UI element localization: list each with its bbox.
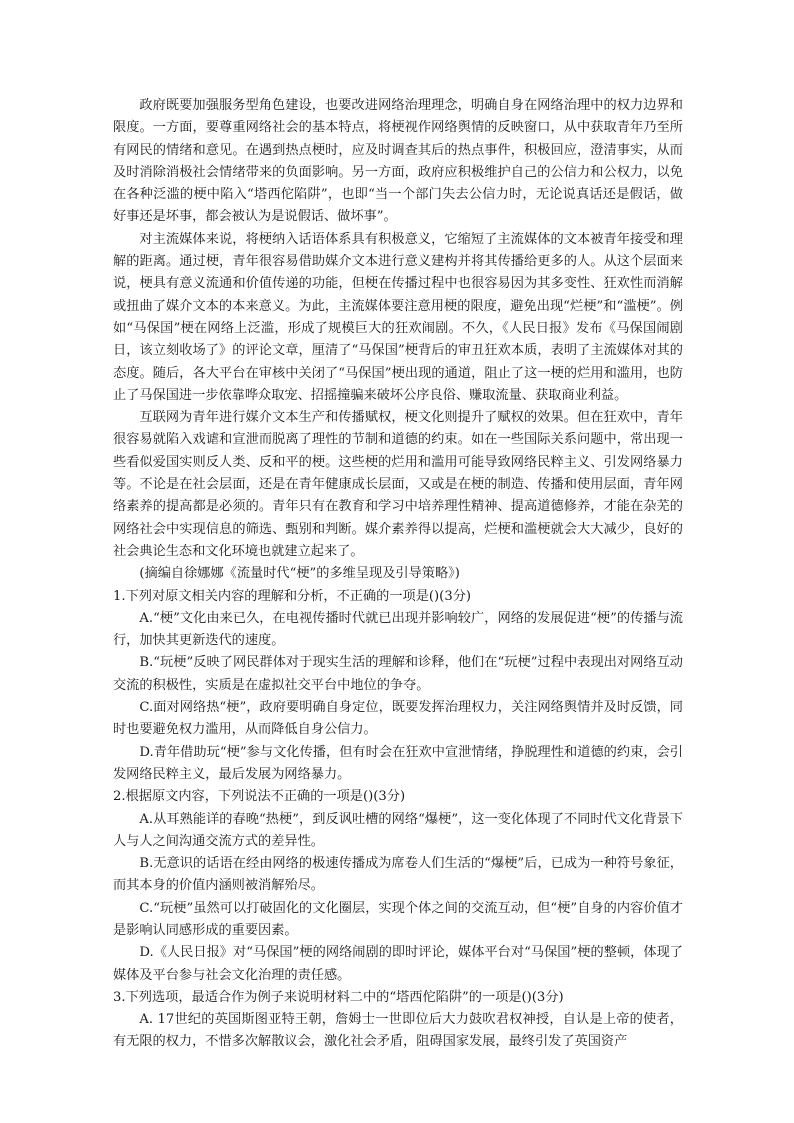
question-3-stem: 3.下列选项，最适合作为例子来说明材料二中的“塔西佗陷阱”的一项是()(3分) [113, 989, 564, 1005]
question-2-option-a: A.从耳熟能详的春晚“热梗”，到反讽吐槽的网络“爆梗”，这一变化体现了不同时代文化背景下人与人之间沟通交流方式的差异性。 [113, 811, 683, 849]
question-1-stem: 1.下列对原文相关内容的理解和分析，不正确的一项是()(3分) [113, 588, 472, 604]
question-2-option-c: C.“玩梗”虽然可以打破固化的文化圈层，实现个体之间的交流互动，但“梗”自身的内容价值才是影响认同感形成的重要因素。 [113, 900, 683, 938]
question-1-option-a: A.“梗”文化由来已久，在电视传播时代就已出现并影响较广，网络的发展促进“梗”的传播与流行，加快其更新迭代的速度。 [113, 610, 683, 649]
question-1-option-c: C.面对网络热“梗”，政府要明确自身定位，既要发挥治理权力，关注网络舆情并及时反馈，同时也要避免权力滥用，从而降低自身公信力。 [113, 700, 683, 738]
question-1-option-d: D.青年借助玩“梗”参与文化传播，但有时会在狂欢中宣泄情绪，挣脱理性和道德的约束，会引发网络民粹主义，最后发展为网络暴力。 [113, 744, 683, 782]
question-2-option-d: D.《人民日报》对“马保国”梗的网络闹剧的即时评论，媒体平台对“马保国”梗的整顿，体现了媒体及平台参与社会文化治理的责任感。 [113, 945, 683, 983]
paragraph-3: 互联网为青年进行媒介文本生产和传播赋权，梗文化则提升了赋权的效果。但在狂欢中，青年很容易就陷入戏谑和宣泄而脱离了理性的节制和道德的约束。如在一些国际关系问题中，常出现一些看似爱国实则反人类、反和平的梗。这些梗的烂用和滥用可能导致网络民粹主义、引发网络暴力等。不论是在社会层面，还是在青年健康成长层面，又或是在梗的制造、传播和使用层面，青年网络素养的提高都是必须的。青年只有在教育和学习中培养理性精神、提高道德修养，才能在杂芜的网络社会中实现信息的筛选、甄别和判断。媒介素养得以提高，烂梗和滥梗就会大大减少，良好的社会典论生态和文化环境也就建立起来了。 [113, 410, 683, 559]
question-3-option-a: A. 17世纪的英国斯图亚特王朝，詹姆士一世即位后大力鼓吹君权神授，自认是上帝的使者，有无限的权力，不惜多次解散议会，激化社会矛盾，阻碍国家发展，最终引发了英国资产 [113, 1012, 683, 1050]
paragraph-2: 对主流媒体来说，将梗纳入话语体系具有积极意义，它缩短了主流媒体的文本被青年接受和理解的距离。通过梗，青年很容易借助媒介文本进行意义建构并将其传播给更多的人。从这个层面来说，梗具有意义流通和价值传递的功能，但梗在传播过程中也很容易因为其多变性、狂欢性而消解或扭曲了媒介文本的本来意义。为此，主流媒体要注意用梗的限度，避免出现“烂梗”和“滥梗”。例如“马保国”梗在网络上泛滥，形成了规模巨大的狂欢闹剧。不久，《人民日报》发布《马保国闹剧日，该立刻收场了》的评论文章，厘清了“马保国”梗背后的审丑狂欢本质，表明了主流媒体对其的态度。随后，各大平台在审核中关闭了“马保国”梗出现的通道，阻止了这一梗的烂用和滥用，也防止了马保国进一步依靠哗众取宠、招摇撞骗来破坏公序良俗、赚取流量、获取商业利益。 [113, 231, 683, 403]
article-body [113, 95, 683, 1054]
question-2-option-b: B.无意识的话语在经由网络的极速传播成为席卷人们生活的“爆梗”后，已成为一种符号象征，而其本身的价值内涵则被消解殆尽。 [113, 856, 683, 894]
question-1-option-b: B.“玩梗”反映了网民群体对于现实生活的理解和诊释，他们在“玩梗”过程中表现出对网络互动交流的积极性，实质是在虚拟社交平台中地位的争夺。 [113, 655, 683, 693]
source-citation: (摘编自徐娜娜《流量时代“梗”的多维呈现及引导策略》) [139, 566, 460, 582]
paragraph-1: 政府既要加强服务型角色建设，也要改进网络治理理念，明确自身在网络治理中的权力边界和限度。一方面，要尊重网络社会的基本特点，将梗视作网络舆情的反映窗口，从中获取青年乃至所有网民的情绪和意见。在遇到热点梗时，应及时调查其后的热点事件，积极回应，澄清事实，从而及时消除消极社会情绪带来的负面影响。另一方面，政府应积极维护自己的公信力和公权力，以免在各种泛滥的梗中陷入“塔西佗陷阱”，也即“当一个部门失去公信力时，无论说真话还是假话，做好事还是坏事，都会被认为是说假话、做坏事”。 [113, 98, 683, 225]
question-2-stem: 2.根据原文内容，下列说法不正确的一项是()(3分) [113, 789, 406, 805]
